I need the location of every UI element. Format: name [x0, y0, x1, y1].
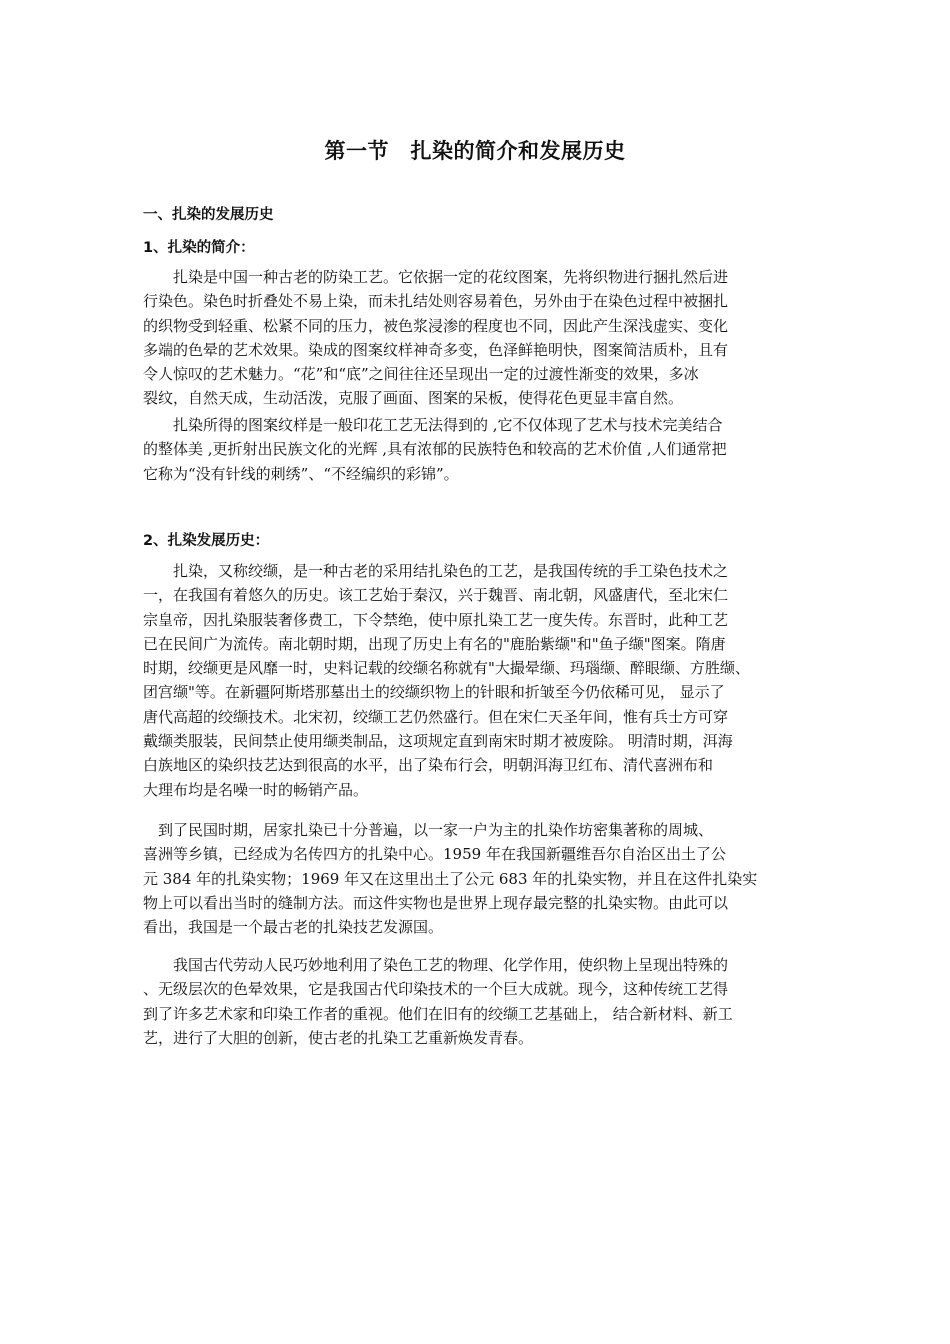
- text-line: 大理布均是名噪一时的畅销产品。: [143, 780, 369, 799]
- text-line: 时期，绞缬更是风靡一时，史料记载的绞缬名称就有"大撮晕缬、玛瑙缬、醉眼缬、方胜缬、: [143, 659, 750, 678]
- paragraph-history-2: [143, 818, 808, 939]
- text-line: 宗皇帝，因扎染服装奢侈费工，下令禁绝，使中原扎染工艺一度失传。东晋时，此种工艺: [143, 610, 729, 629]
- text-line: 艺，进行了大胆的创新，使古老的扎染工艺重新焕发青春。: [143, 1028, 534, 1047]
- text-line: 一，在我国有着悠久的历史。该工艺始于秦汉，兴于魏晋、南北朝，风盛唐代，至北宋仁: [143, 586, 729, 605]
- text-line: 我国古代劳动人民巧妙地利用了染色工艺的物理、化学作用，使织物上呈现出特殊的: [143, 956, 729, 974]
- paragraph-history-1: [143, 559, 808, 802]
- text-line: 到了民国时期，居家扎染已十分普遍，以一家一户为主的扎染作坊密集著称的周城、: [143, 821, 714, 839]
- paragraph-intro-1: [143, 265, 808, 411]
- text-line: 的整体美 ,更折射出民族文化的光辉 ,具有浓郁的民族特色和较高的艺术价值 ,人们通常把: [143, 440, 727, 459]
- paragraph-intro-2: [143, 413, 808, 486]
- text-line: 令人惊叹的艺术魅力。“花”和“底”之间往往还呈现出一定的过渡性渐变的效果，多冰: [143, 365, 699, 384]
- text-line: 它称为“没有针线的刺绣”、“不经编织的彩锦”。: [143, 464, 459, 483]
- text-line: 裂纹，自然天成，生动活泼，克服了画面、图案的呆板，使得花色更显丰富自然。: [143, 389, 684, 408]
- section-heading: 一、扎染的发展历史: [143, 207, 274, 223]
- text-line: 团宫缬"等。在新疆阿斯塔那墓出土的绞缬织物上的针眼和折皱至今仍依稀可见， 显示了: [143, 683, 725, 702]
- text-line: 多端的色晕的艺术效果。染成的图案纹样神奇多变，色泽鲜艳明快，图案简洁质朴，且有: [143, 340, 729, 359]
- text-line: 白族地区的染织技艺达到很高的水平，出了染布行会，明朝洱海卫红布、清代喜洲布和: [143, 756, 714, 775]
- text-line: 到了许多艺术家和印染工作者的重视。他们在旧有的绞缬工艺基础上， 结合新材料、新工: [143, 1004, 733, 1023]
- text-line: 的织物受到轻重、松紧不同的压力，被色浆浸渗的程度也不同，因此产生深浅虚实、变化: [143, 316, 729, 335]
- subsection-heading-history: 2、扎染发展历史：: [143, 533, 270, 549]
- text-line: 物上可以看出当时的缝制方法。而这件实物也是世界上现存最完整的扎染实物。由此可以: [143, 893, 729, 912]
- text-line: 戴缬类服装，民间禁止使用缬类制品，这项规定直到南宋时期才被废除。 明清时期，洱海: [143, 732, 733, 751]
- subsection-heading-intro: 1、扎染的简介：: [143, 240, 255, 256]
- text-line: 行染色。染色时折叠处不易上染，而未扎结处则容易着色，另外由于在染色过程中被捆扎: [143, 292, 729, 311]
- text-line: 、无级层次的色晕效果，它是我国古代印染技术的一个巨大成就。现今，这种传统工艺得: [143, 980, 729, 999]
- page-title: 第一节 扎染的简介和发展历史: [324, 139, 626, 163]
- text-line: 扎染所得的图案纹样是一般印花工艺无法得到的 ,它不仅体现了艺术与技术完美结合: [143, 416, 723, 434]
- text-line: 已在民间广为流传。南北朝时期，出现了历史上有名的"鹿胎紫缬"和"鱼子缬"图案。隋唐: [143, 634, 726, 653]
- text-line: 扎染是中国一种古老的防染工艺。它依据一定的花纹图案，先将织物进行捆扎然后进: [143, 268, 729, 286]
- text-line: 扎染，又称绞缬，是一种古老的采用结扎染色的工艺，是我国传统的手工染色技术之: [143, 562, 729, 580]
- text-line: 喜洲等乡镇，已经成为名传四方的扎染中心。1959 年在我国新疆维吾尔自治区出土了公: [143, 845, 726, 864]
- text-line: 看出，我国是一个最古老的扎染技艺发源国。: [143, 918, 444, 937]
- paragraph-history-3: [143, 953, 808, 1050]
- text-line: 唐代高超的绞缬技术。北宋初，绞缬工艺仍然盛行。但在宋仁天圣年间，惟有兵士方可穿: [143, 707, 729, 726]
- text-line: 元 384 年的扎染实物；1969 年又在这里出土了公元 683 年的扎染实物，并且在这件扎染实: [143, 869, 758, 888]
